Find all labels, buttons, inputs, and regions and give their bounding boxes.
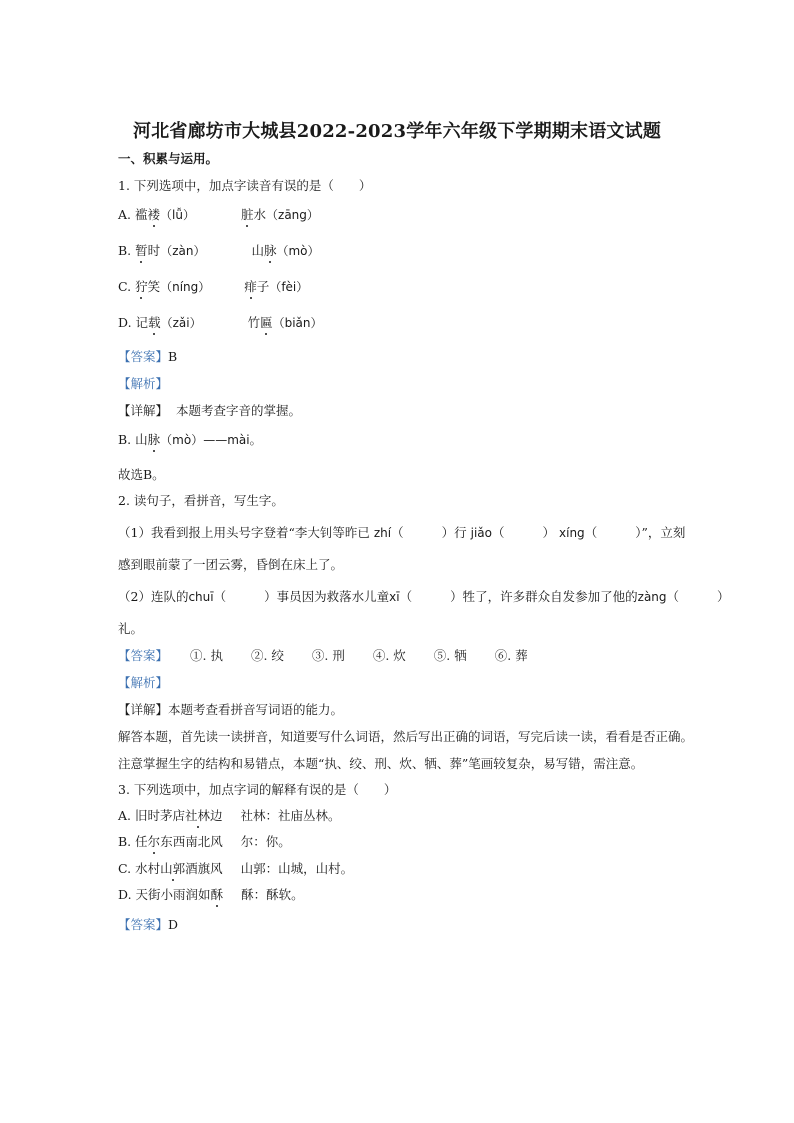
q2-analysis-tag: 【解析】	[118, 675, 169, 690]
page-title: 河北省廊坊市大城县2022-2023学年六年级下学期期末语文试题	[132, 121, 662, 142]
q1-option-d: D. 记载（zǎi） 竹匾（biǎn）	[118, 315, 323, 330]
q1-option-a: A. 褴褛（lǚ） 脏水（zāng）	[118, 207, 319, 222]
q2-paragraph-1: 解答本题，首先读一读拼音，知道要写什么词语，然后写出正确的词语，写完后读一读，看看是否正确。	[118, 729, 694, 744]
section-heading: 一、积累与运用。	[118, 151, 219, 166]
q3-option-b: B. 任尔东西南北风 尔：你。	[118, 834, 291, 849]
q1-option-b: B. 暂时（zàn） 山脉（mò）	[118, 243, 320, 258]
q2-paragraph-2: 注意掌握生字的结构和易错点，本题“执、绞、刑、炊、牺、葬”笔画较复杂，易写错，需注意。	[118, 756, 644, 771]
q1-option-c: C. 狞笑（níng） 痱子（fèi）	[118, 279, 309, 294]
q3-option-d: D. 天街小雨润如酥 酥：酥软。	[118, 887, 304, 902]
q2-answer: 【答案】 ①. 执 ②. 绞 ③. 刑 ④. 炊 ⑤. 牺 ⑥. 葬	[118, 648, 528, 663]
q3-answer: 【答案】D	[118, 917, 179, 932]
q3-stem: 3. 下列选项中，加点字词的解释有误的是（ ）	[118, 782, 397, 797]
q1-stem: 1. 下列选项中，加点字读音有误的是（ ）	[118, 178, 372, 193]
q2-sentence-2-cont: 礼。	[118, 621, 144, 636]
q3-option-a: A. 旧时茅店社林边 社林：社庙丛林。	[118, 808, 341, 823]
q2-sentence-1-cont: 感到眼前蒙了一团云雾，昏倒在床上了。	[118, 557, 344, 572]
q1-conclusion: 故选B。	[118, 467, 165, 482]
q2-sentence-2: （2）连队的chuī（ ）事员因为救落水儿童xī（ ）牲了，许多群众自发参加了他的zàng（ ）	[118, 589, 730, 604]
q3-option-c: C. 水村山郭酒旗风 山郭：山城，山村。	[118, 861, 354, 876]
q1-analysis-tag: 【解析】	[118, 376, 169, 391]
q2-sentence-1: （1）我看到报上用头号字登着“李大钊等昨已 zhí（ ）行 jiǎo（ ） xíng（ ）”，立刻	[118, 525, 686, 540]
q2-stem: 2. 读句子，看拼音，写生字。	[118, 493, 284, 508]
q1-detail: 【详解】 本题考查字音的掌握。	[118, 403, 301, 418]
q2-detail: 【详解】本题考查看拼音写词语的能力。	[118, 702, 344, 717]
q1-note: B. 山脉（mò）——mài。	[118, 432, 262, 447]
q1-answer: 【答案】B	[118, 349, 178, 364]
